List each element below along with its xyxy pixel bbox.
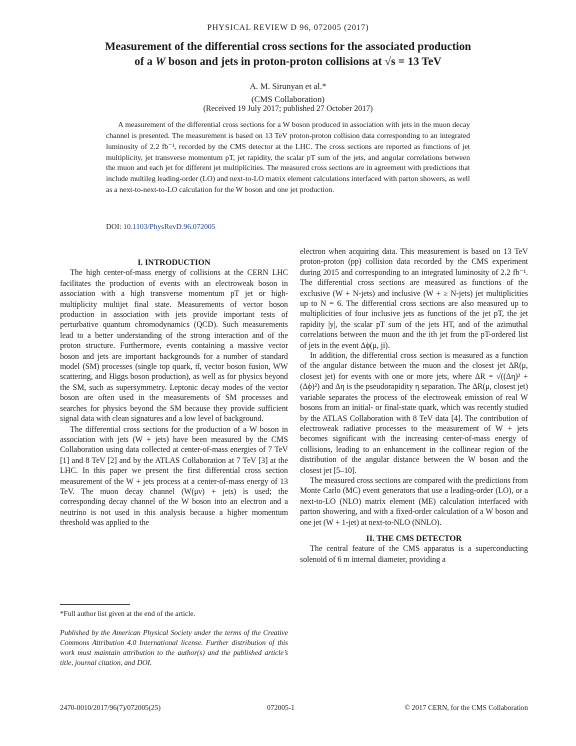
paragraph: electron when acquiring data. This measurement is based on 13 TeV proton-proton (pp) collision data recorded by the CMS experiment during 2015 and corresponding to an integrated luminosity of 2.2 fb⁻¹. The differential cross sections are measured as functions of the exclusive (W + N-jets) and inclusive (W + ≥ N-jets) jet multiplicities up to N = 6. The differential cross sections are also measured up to multiplicities of four inclusive jets as functions of the jet pT, the jet rapidity |y|, the scalar pT sum of the jets HT, and of the azimuthal correlations between the muon and the ith jet from the pT-ordered list of jets in the event Δϕ(μ, ji).	[300, 247, 528, 350]
footnote-rule	[60, 604, 130, 605]
doi	[106, 222, 215, 231]
paragraph: The differential cross sections for the production of a W boson in association with jets (W + jets) have been measured by the CMS Collaboration using data collected at center-of-mass energies of 7 TeV [1] and 8 TeV [2] and by the ATLAS Collaboration at 7 TeV [3] at the LHC. In this paper we present the first differential cross section measurement of the W + jets process at a center-of-mass energy of 13 TeV. The muon decay channel (W(μν) + jets) is used; the corresponding decay channel of the W boson into an electron and a neutrino is not used in this analysis because a higher momentum threshold was applied to the	[60, 424, 288, 528]
footer-issn: 2470-0010/2017/96(7)/072005(25)	[60, 704, 161, 712]
paragraph: The central feature of the CMS apparatus is a superconducting solenoid of 6 m internal diameter, providing a	[300, 544, 528, 564]
author-list[interactable]: A. M. Sirunyan et al.*	[249, 81, 327, 91]
paragraph: The measured cross sections are compared with the predictions from Monte Carlo (MC) event generators that use a leading-order (LO), or a next-to-LO (NLO) matrix element (ME) calculation interfaced with parton showering, and with a fixed-order calculation of a W boson and one jet (W + 1-jet) at next-to-NLO (NNLO).	[300, 475, 528, 527]
license-notice: Published by the American Physical Society under the terms of the Creative Commons Attribution 4.0 International license. Further distribution of this work must maintain attribution to the author(s) and the published article’s title, journal citation, and DOI.	[60, 628, 288, 667]
collaboration: (CMS Collaboration)	[251, 94, 325, 104]
title-line-2: of a W boson and jets in proton-proton collisions at √s = 13 TeV	[134, 55, 442, 68]
footer-copyright: © 2017 CERN, for the CMS Collaboration	[404, 704, 528, 712]
doi-label: DOI:	[106, 222, 122, 231]
doi-link[interactable]: 10.1103/PhysRevD.96.072005	[123, 222, 216, 231]
abstract: A measurement of the differential cross sections for a W boson produced in association with jets in the muon decay channel is presented. The measurement is based on 13 TeV proton-proton collision data corresponding to an integrated luminosity of 2.2 fb⁻¹, recorded by the CMS detector at the LHC. The cross sections are reported as functions of jet multiplicity, jet transverse momentum pT, jet rapidity, the scalar pT sum of the jets, and angular correlations between the muon and each jet for different jet multiplicities. The measured cross sections are in agreement with predictions that include multileg leading-order (LO) and next-to-LO matrix element calculations interfaced with parton showers, as well as a next-to-next-to-LO calculation for the W boson and one jet production.	[106, 120, 470, 195]
title-line-1: Measurement of the differential cross sections for the associated production	[104, 41, 472, 53]
journal-header: PHYSICAL REVIEW D 96, 072005 (2017)	[207, 23, 369, 32]
footnote: *Full author list given at the end of the article.	[60, 609, 196, 618]
left-column	[60, 258, 288, 529]
section-heading-cms-detector: II. THE CMS DETECTOR	[366, 533, 462, 543]
paper-title	[60, 40, 516, 69]
paragraph: In addition, the differential cross section is measured as a function of the angular distance between the muon and the closest jet ΔR(μ, closest jet) for events with one or more jets, where ΔR = √((Δη)² + (Δϕ)²) and Δη is the pseudorapidity η separation. The ΔR(μ, closest jet) variable separates the process of the electroweak emission of real W bosons from an initial- or final-state quark, which was recently studied by the ATLAS Collaboration with 8 TeV data [4]. The contribution of electroweak radiative processes to the measurement of W + jets becomes significant with the increasing center-of-mass energy of collisions, leading to an enhancement in the collinear region of the distribution of the angular distance between the W boson and the closest jet [5–10].	[300, 351, 528, 475]
received-published-dates: (Received 19 July 2017; published 27 October 2017)	[203, 104, 373, 113]
paragraph: The high center-of-mass energy of collisions at the CERN LHC facilitates the production of events with an electroweak boson in association with a high transverse momentum pT jet or high-multiplicity multijet final state. Measurements of vector boson production in association with jets provide important tests of perturbative quantum chromodynamics (QCD). Such measurements lead to a better understanding of the strong interaction and of the proton structure. Furthermore, events containing a massive vector boson and jets are important backgrounds for a number of standard model (SM) processes (single top quark, tt̄, vector boson fusion, WW scattering, and Higgs boson production), as well as for physics beyond the SM, such as supersymmetry. Leptonic decay modes of the vector boson are often used in the measurements of SM processes and searches for physics beyond the SM because they provide sufficient signal data with clean signatures and a low level of background.	[60, 268, 288, 424]
section-heading-introduction: I. INTRODUCTION	[137, 258, 211, 267]
footer-page-number: 072005-1	[267, 704, 295, 712]
right-column	[300, 247, 528, 565]
